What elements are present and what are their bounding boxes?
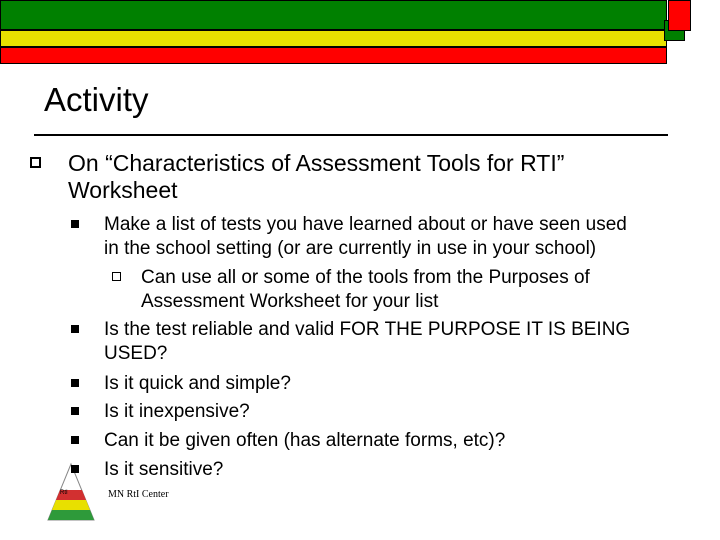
sub-bullet-2-line-1: Is the test reliable and valid FOR THE PURPOSE IT IS BEING — [104, 319, 631, 340]
sub-bullet-5: Can it be given often (has alternate forms, etc)? — [104, 430, 506, 451]
footer-credit: MN RtI Center — [108, 489, 169, 500]
nested-bullet-line-1: Can use all or some of the tools from the Purposes of — [141, 267, 590, 288]
slide-title: Activity — [44, 81, 149, 118]
title-divider — [34, 134, 668, 136]
square-bullet-icon — [71, 220, 79, 228]
sub-bullet-6: Is it sensitive? — [104, 459, 224, 480]
sub-bullet-3: Is it quick and simple? — [104, 373, 291, 394]
square-bullet-icon — [71, 465, 79, 473]
header-band-red — [0, 47, 667, 64]
logo-label: RtI — [60, 490, 68, 496]
sub-bullet-1-line-1: Make a list of tests you have learned about or have seen used — [104, 214, 627, 235]
header-band-yellow — [0, 30, 667, 47]
sub-bullet-1-line-2: in the school setting (or are currently in use in your school) — [104, 238, 597, 259]
square-bullet-icon — [71, 379, 79, 387]
square-bullet-icon — [71, 407, 79, 415]
main-bullet-text: On “Characteristics of Assessment Tools for RTI” Worksheet — [68, 150, 565, 203]
corner-square-red — [668, 0, 691, 31]
square-bullet-icon — [71, 436, 79, 444]
hollow-square-bullet-icon — [112, 272, 121, 281]
square-bullet-icon — [71, 325, 79, 333]
hollow-square-bullet-icon — [30, 157, 41, 168]
nested-bullet-line-2: Assessment Worksheet for your list — [141, 291, 439, 312]
header-band-green — [0, 0, 667, 30]
sub-bullet-4: Is it inexpensive? — [104, 401, 250, 422]
sub-bullet-2-line-2: USED? — [104, 343, 168, 364]
